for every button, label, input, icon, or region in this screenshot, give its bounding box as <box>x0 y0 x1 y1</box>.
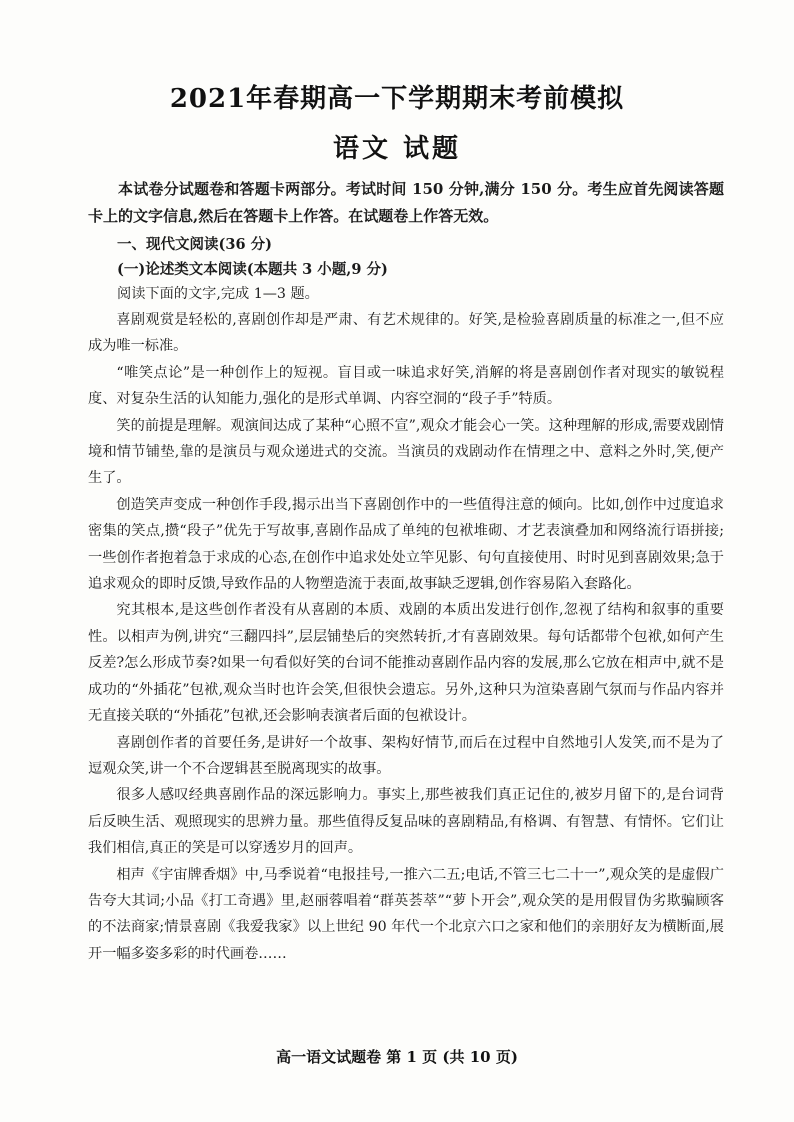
passage-paragraph: “唯笑点论”是一种创作上的短视。盲目或一味追求好笑,消解的将是喜剧创作者对现实的敏锐程度、对复杂生活的认知能力,强化的是形式单调、内容空洞的“段子手”特质。 <box>88 364 724 408</box>
exam-title: 2021年春期高一下学期期末考前模拟 <box>169 84 625 114</box>
passage-paragraph: 很多人感叹经典喜剧作品的深远影响力。事实上,那些被我们真正记住的,被岁月留下的,是台词背后反映生活、观照现实的思辨力量。那些值得反复品味的喜剧精品,有格调、有智慧、有情怀。它们让我们相信,真正的笑是可以穿透岁月的回声。 <box>88 787 724 857</box>
exam-instructions: 本试卷分试题卷和答题卡两部分。考试时间 150 分钟,满分 150 分。考生应首先阅读答题卡上的文字信息,然后在答题卡上作答。在试题卷上作答无效。 <box>88 180 724 225</box>
section-heading: 一、现代文阅读(36 分) <box>117 236 272 253</box>
passage-paragraph: 喜剧观赏是轻松的,喜剧创作却是严肃、有艺术规律的。好笑,是检验喜剧质量的标准之一,但不应成为唯一标准。 <box>88 312 724 355</box>
subsection-heading: (一)论述类文本阅读(本题共 3 小题,9 分) <box>117 261 388 278</box>
passage-paragraph: 究其根本,是这些创作者没有从喜剧的本质、戏剧的本质出发进行创作,忽视了结构和叙事的重要性。以相声为例,讲究“三翻四抖”,层层铺垫后的突然转折,才有喜剧效果。每句话都带个包袱,如何产生反差?怎么形成节奏?如果一句看似好笑的台词不能推动喜剧作品内容的发展,那么它放在相声中,就不是成功的“外插花”包袱,观众当时也许会笑,但很快会遗忘。另外,这种只为渲染喜剧气氛而与作品内容并无直接关联的“外插花”包袱,还会影响表演者后面的包袱设计。 <box>88 602 724 725</box>
passage-paragraph: 喜剧创作者的首要任务,是讲好一个故事、架构好情节,而后在过程中自然地引人发笑,而不是为了逗观众笑,讲一个不合逻辑甚至脱离现实的故事。 <box>88 734 724 777</box>
reading-instruction: 阅读下面的文字,完成 1—3 题。 <box>117 286 319 302</box>
passage-paragraph: 笑的前提是理解。观演间达成了某种“心照不宣”,观众才能会心一笑。这种理解的形成,需要戏剧情境和情节铺垫,靠的是演员与观众递进式的交流。当演员的戏剧动作在情理之中、意料之外时,笑,便产生了。 <box>88 417 724 487</box>
page-footer: 高一语文试题卷 第 1 页 (共 10 页) <box>276 1048 518 1066</box>
reading-passage <box>88 307 724 967</box>
passage-paragraph: 创造笑声变成一种创作手段,揭示出当下喜剧创作中的一些值得注意的倾向。比如,创作中过度追求密集的笑点,攒“段子”优先于写故事,喜剧作品成了单纯的包袱堆砌、才艺表演叠加和网络流行语拼接;一些创作者抱着急于求成的心态,在创作中追求处处立竿见影、句句直接使用、时时见到喜剧效果;急于追求观众的即时反馈,导致作品的人物塑造流于表面,故事缺乏逻辑,创作容易陷入套路化。 <box>88 496 724 593</box>
exam-subtitle: 语文 试题 <box>332 134 462 164</box>
passage-paragraph: 相声《宇宙牌香烟》中,马季说着“电报挂号,一推六二五;电话,不管三七二十一”,观众笑的是虚假广告夸大其词;小品《打工奇遇》里,赵丽蓉唱着“群英荟萃”“萝卜开会”,观众笑的是用假冒伪劣欺骗顾客的不法商家;情景喜剧《我爱我家》以上世纪 90 年代一个北京六口之家和他们的亲朋好友为横断面,展开一幅多姿多彩的时代画卷…… <box>88 866 724 962</box>
